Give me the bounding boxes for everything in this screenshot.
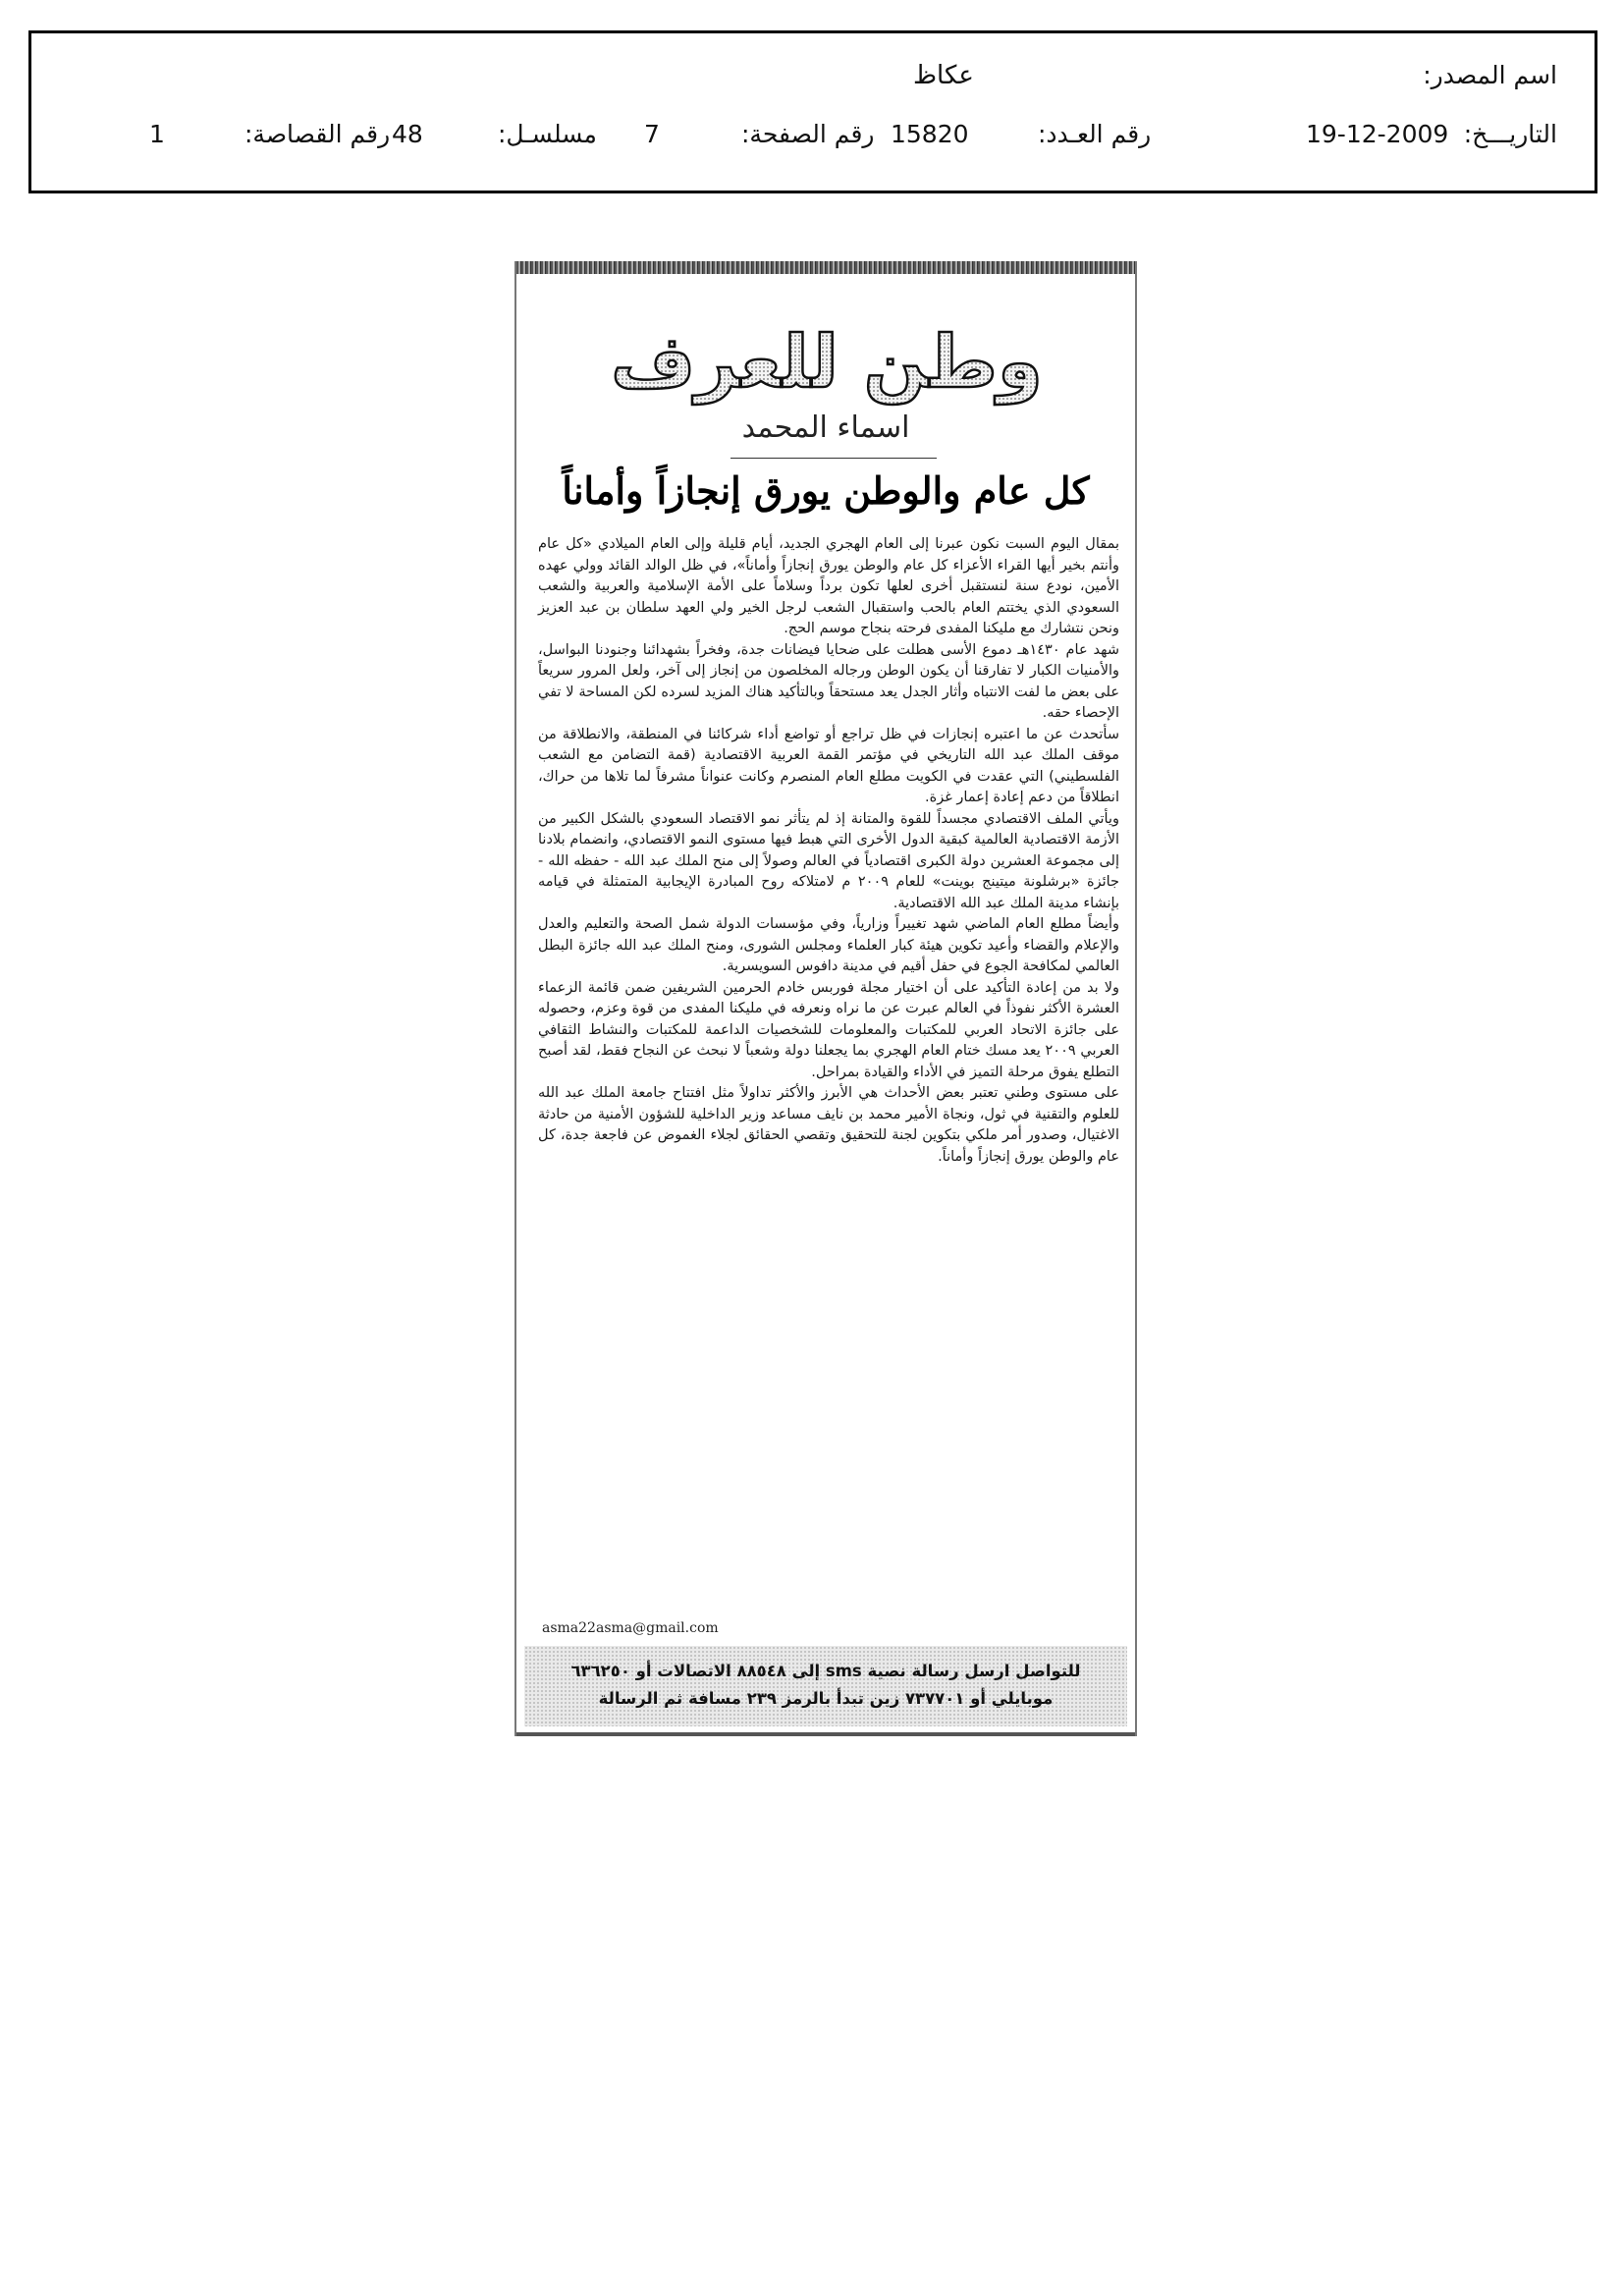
paragraph: سأتحدث عن ما اعتبره إنجازات في ظل تراجع أو تواضع أداء شركائنا في المنطقة، والانطلاقة من موقف الملك عبد الله التاريخي في مؤتمر القمة العربية الاقتصادية (قمة التضامن مع الشعب الفلسطيني) التي عقدت في الكويت مطلع العام المنصرم وكانت عنواناً مشرفاً لما تلاها من حراك، انطلاقاً من دعم إعادة إعمار غزة. [538, 726, 1119, 805]
page-label: رقم الصفحة: [741, 120, 875, 148]
clip-value: 1 [149, 120, 165, 148]
source-label: اسم المصدر: [1423, 61, 1557, 89]
clipping-top-border [516, 261, 1135, 274]
article-headline: كل عام والوطن يورق إنجازاً وأماناً [562, 468, 1090, 513]
serial-value: 48 [392, 120, 423, 148]
article-body [538, 534, 1119, 1521]
author-divider [730, 458, 937, 459]
contact-box [524, 1646, 1127, 1726]
paragraph: بمقال اليوم السبت نكون عبرنا إلى العام الهجري الجديد، أيام قليلة وإلى العام الميلادي «كل عام وأنتم بخير أيها القراء الأعزاء كل عام والوطن يورق إنجازاً وأماناً»، في ظل الوالد القائد وولي عهده الأمين، نودع سنة لنستقبل أخرى لعلها تكون برداً وسلاماً على الأمة الإسلامية والعربية والشعب السعودي الذي يختتم العام بالحب واستقبال الشعب لرجل الخير ولي العهد سلطان بن عبد العزيز ونحن نتشارك مع مليكنا المفدى فرحته بنجاح موسم الحج. [538, 536, 1119, 636]
column-logo [611, 302, 1043, 412]
metadata-box [28, 30, 1597, 193]
paragraph: شهد عام ١٤٣٠هـ دموع الأسى هطلت على ضحايا فيضانات جدة، وفخراً بشهدائنا وجنودنا البواسل، والأمنيات الكبار لا تفارقنا أن يكون الوطن ورجاله المخلصون من إنجاز إلى آخر، ولعل المرور سريعاً على بعض ما لفت الانتباه وأثار الجدل يعد مستحقاً وبالتأكيد هناك المزيد لسرده لكن المساحة لا تفي الإحصاء حقه. [538, 641, 1119, 721]
newspaper-clipping [514, 261, 1137, 1736]
page-value: 7 [644, 120, 660, 148]
contact-line: موبايلي أو ٧٣٧٧٠١ زين تبدأ بالرمز ٢٣٩ مسافة ثم الرسالة [598, 1689, 1054, 1708]
paragraph: على مستوى وطني تعتبر بعض الأحداث هي الأبرز والأكثر تداولاً مثل افتتاح جامعة الملك عبد الله للعلوم والتقنية في ثول، ونجاة الأمير محمد بن نايف مساعد وزير الداخلية للشؤون الأمنية من حادثة الاغتيال، وصدور أمر ملكي بتكوين لجنة للتحقيق وتقصي الحقائق لجلاء الغموض عن فاجعة جدة، كل عام والوطن يورق إنجازاً وأماناً. [538, 1085, 1119, 1165]
paragraph: وأيضاً مطلع العام الماضي شهد تغييراً وزارياً، وفي مؤسسات الدولة شمل الصحة والتعليم والعدل والإعلام والقضاء وأعيد تكوين هيئة كبار العلماء ومجلس الشورى، ومنح الملك عبد الله جائزة البطل العالمي لمكافحة الجوع في حفل أقيم في مدينة دافوس السويسرية. [538, 916, 1119, 974]
clip-label: رقم القصاصة: [244, 120, 391, 148]
paragraph: ولا بد من إعادة التأكيد على أن اختيار مجلة فوربس خادم الحرمين الشريفين ضمن قائمة الزعماء العشرة الأكثر نفوذاً في العالم عبرت عن ما نراه ونعرفه في مليكنا المفدى من قوة وعزم، وحصوله على جائزة الاتحاد العربي للمكتبات والمعلومات للشخصيات الداعمة للمكتبات والنشاط الثقافي العربي ٢٠٠٩ يعد مسك ختام العام الهجري بما يجعلنا دولة وشعباً لا نبحث عن النجاح فقط، لقد أصبح التطلع يفوق مرحلة التميز في الأداء والقيادة بمراحل. [538, 979, 1119, 1080]
author-name: اسماء المحمد [741, 410, 910, 445]
issue-value: 15820 [891, 120, 969, 148]
column-logo-text: وطن للعرف [611, 320, 1043, 405]
author-email: asma22asma@gmail.com [542, 1620, 719, 1636]
clipping-bottom-border [516, 1732, 1135, 1736]
date-label: التاريـــخ: [1463, 120, 1557, 148]
serial-label: مسلسـل: [498, 120, 597, 148]
issue-label: رقم العـدد: [1038, 120, 1152, 148]
date-value: 19-12-2009 [1306, 120, 1449, 148]
source-value: عكاظ [913, 61, 974, 90]
paragraph: ويأتي الملف الاقتصادي مجسداً للقوة والمتانة إذ لم يتأثر نمو الاقتصاد السعودي بالشكل الكبير من الأزمة الاقتصادية العالمية كبقية الدول الأخرى التي هبط فيها مستوى النمو الاقتصادي، وانضمام بلادنا إلى مجموعة العشرين دولة الكبرى اقتصادياً في العالم وصولاً إلى منح الملك عبد الله - حفظه الله - جائزة «برشلونة ميتينج بوينت» للعام ٢٠٠٩ م لامتلاكه روح المبادرة الإيجابية المتمثلة في قيامه بإنشاء مدينة الملك عبد الله الاقتصادية. [538, 810, 1119, 911]
contact-line: للتواصل ارسل رسالة نصية sms إلى ٨٨٥٤٨ الاتصالات أو ٦٣٦٢٥٠ [570, 1662, 1081, 1680]
